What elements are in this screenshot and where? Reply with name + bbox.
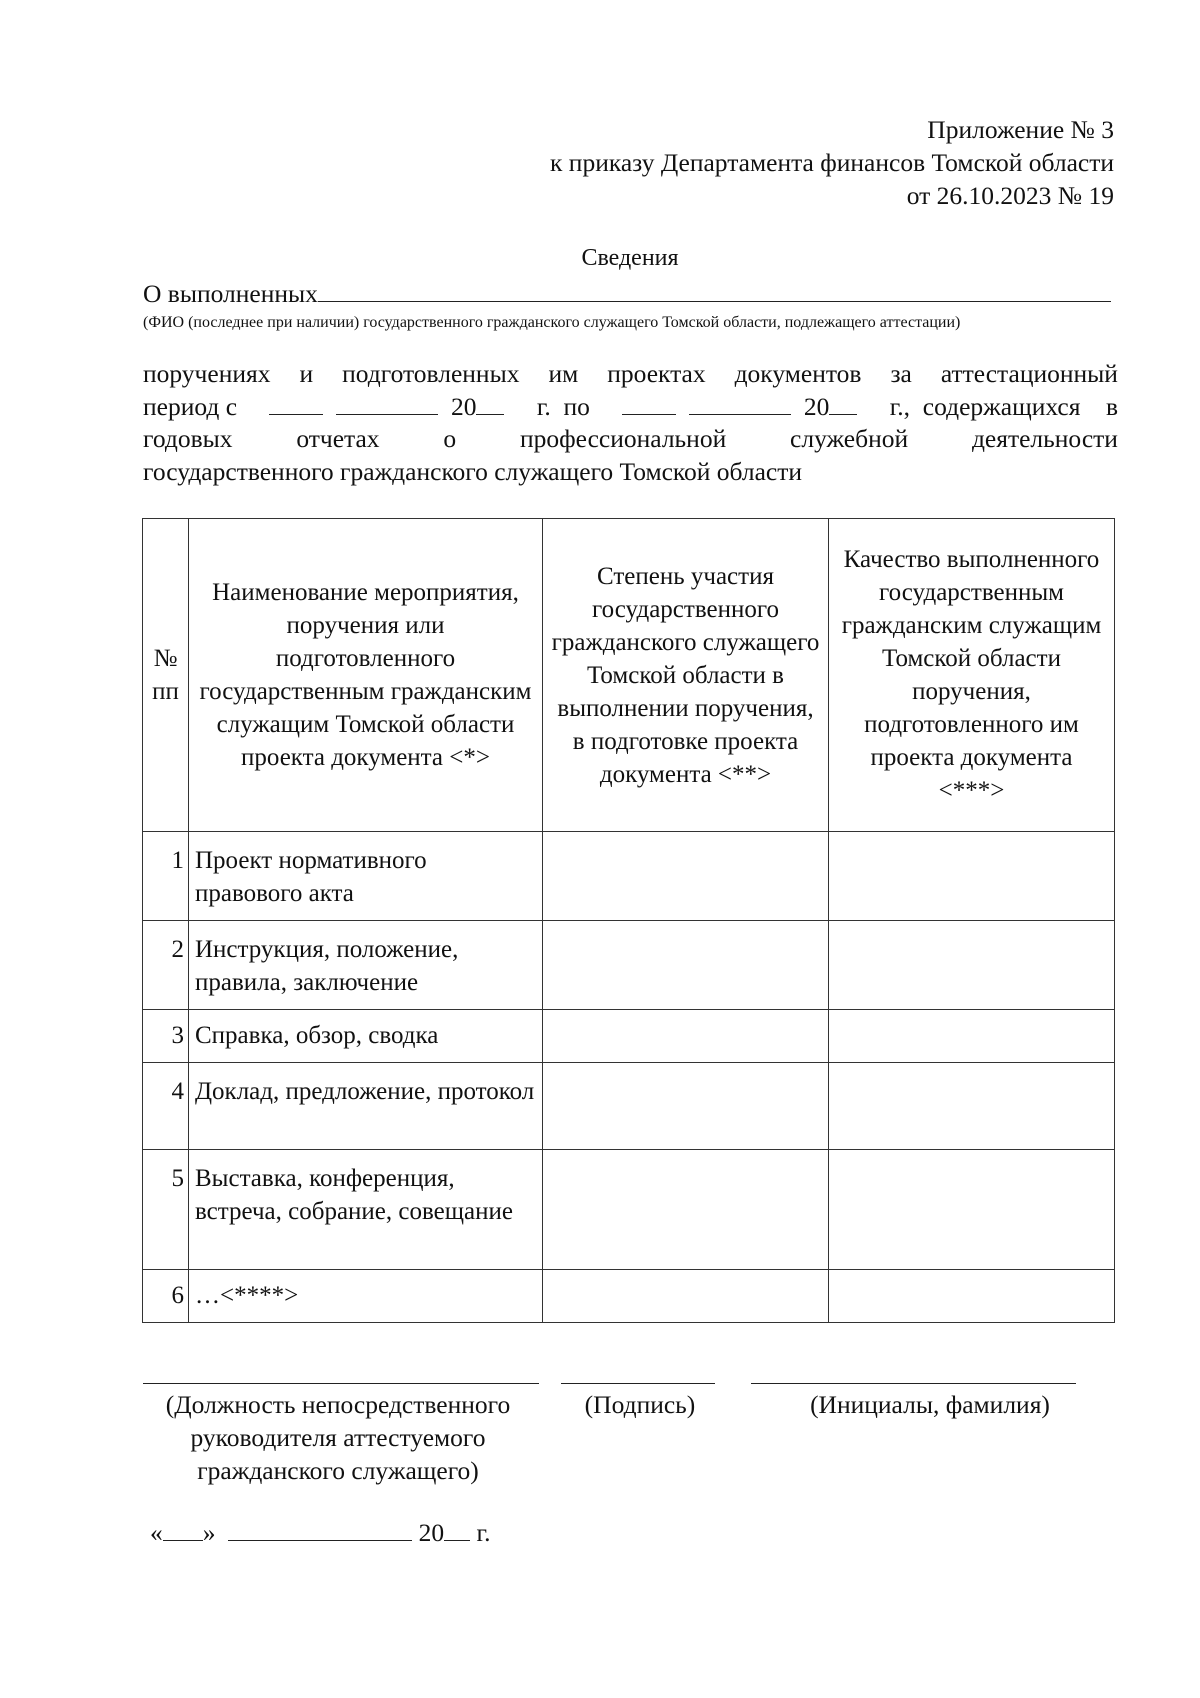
participation-cell[interactable]	[543, 921, 829, 1010]
month-blank-1	[336, 393, 438, 415]
position-caption: (Должность непосредственного руководителя аттестуемого гражданского служащего)	[165, 1390, 511, 1485]
quality-cell[interactable]	[829, 1150, 1115, 1270]
date-month-blank[interactable]	[228, 1519, 412, 1541]
signature-caption: (Подпись)	[584, 1390, 696, 1419]
fio-blank	[318, 279, 1111, 302]
table-row	[143, 832, 1115, 921]
header-number: № пп	[143, 519, 189, 832]
table-row	[143, 1270, 1115, 1323]
row-name: Справка, обзор, сводка	[189, 1010, 543, 1063]
table-row	[143, 1063, 1115, 1150]
day-blank-2	[622, 393, 676, 415]
row-number: 5	[143, 1150, 189, 1270]
row-name: …<****>	[189, 1270, 543, 1323]
order-reference: к приказу Департамента финансов Томской области	[550, 148, 1114, 177]
intro-line-1: поручениях и подготовленных им проектах документов за аттестационный	[143, 359, 1118, 388]
fio-caption: (ФИО (последнее при наличии) государственного гражданского служащего Томской области, подлежащего аттестации)	[143, 314, 961, 331]
position-line[interactable]	[143, 1383, 539, 1384]
order-date-number: от 26.10.2023 № 19	[906, 181, 1114, 210]
document-title: Сведения	[581, 245, 679, 271]
row-number: 1	[143, 832, 189, 921]
initials-line[interactable]	[751, 1383, 1076, 1384]
date-day-blank[interactable]	[163, 1519, 203, 1541]
row-name: Инструкция, положение, правила, заключение	[189, 921, 543, 1010]
quality-cell[interactable]	[829, 1063, 1115, 1150]
date-year-blank[interactable]	[444, 1519, 470, 1541]
quality-cell[interactable]	[829, 832, 1115, 921]
day-blank-1	[269, 393, 323, 415]
appendix-number: Приложение № 3	[927, 115, 1114, 144]
intro-paragraph	[143, 358, 1118, 488]
participation-cell[interactable]	[543, 1010, 829, 1063]
fio-line	[143, 279, 1111, 309]
participation-cell[interactable]	[543, 1063, 829, 1150]
fio-lead-text: О выполненных	[143, 279, 318, 308]
row-name: Проект нормативного правового акта	[189, 832, 543, 921]
table-row	[143, 1010, 1115, 1063]
period-to: 20	[622, 391, 857, 424]
initials-caption: (Инициалы, фамилия)	[810, 1390, 1050, 1419]
row-number: 6	[143, 1270, 189, 1323]
signature-line[interactable]	[561, 1383, 715, 1384]
participation-cell[interactable]	[543, 1270, 829, 1323]
year-blank-2	[829, 393, 857, 415]
month-blank-2	[689, 393, 791, 415]
year-blank-1	[476, 393, 504, 415]
assignments-table	[142, 518, 1115, 1323]
row-name: Выставка, конференция, встреча, собрание, совещание	[189, 1150, 543, 1270]
table-row	[143, 1150, 1115, 1270]
row-number: 2	[143, 921, 189, 1010]
intro-line-2-period: период с 20 г. по 20 г., содержащихся в	[143, 391, 1118, 424]
participation-cell[interactable]	[543, 1150, 829, 1270]
row-number: 3	[143, 1010, 189, 1063]
table-header-row	[143, 519, 1115, 832]
header-participation: Степень участия государственного гражданского служащего Томской области в выполнении поручения, в подготовке проекта документа <**>	[543, 519, 829, 832]
row-name: Доклад, предложение, протокол	[189, 1063, 543, 1150]
quality-cell[interactable]	[829, 1270, 1115, 1323]
intro-line-3: годовых отчетах о профессиональной служебной деятельности	[143, 424, 1118, 453]
date-line: « » 20 г.	[150, 1518, 491, 1547]
participation-cell[interactable]	[543, 832, 829, 921]
appendix-header	[550, 113, 1114, 212]
quality-cell[interactable]	[829, 1010, 1115, 1063]
header-name: Наименование мероприятия, поручения или подготовленного государственным гражданским служащим Томской области проекта документа <*>	[189, 519, 543, 832]
period-from: 20	[269, 391, 504, 424]
quality-cell[interactable]	[829, 921, 1115, 1010]
intro-line-4: государственного гражданского служащего Томской области	[143, 456, 803, 486]
table-row	[143, 921, 1115, 1010]
row-number: 4	[143, 1063, 189, 1150]
header-quality: Качество выполненного государственным гражданским служащим Томской области поручения, подготовленного им проекта документа <***>	[829, 519, 1115, 832]
